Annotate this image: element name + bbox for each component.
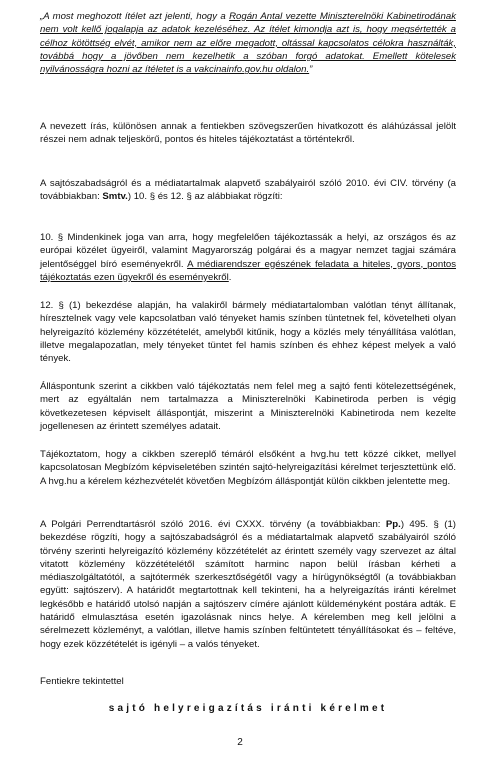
smtv-abbrev: Smtv. [102, 191, 128, 203]
paragraph-section-10 [40, 231, 456, 284]
paragraph-hvg-info: Tájékoztatom, hogy a cikkben szereplő témáról elsőként a hvg.hu tett közzé cikket, mellyel kapcsolatosan Megbízóm képviseletében szintén sajtó-helyreigazítási kérelmet terjesztettünk elő. A hvg.hu a kérelem kézhezvételét követően Megbízóm álláspontját külön cikkben jelentette meg. [40, 449, 456, 487]
pp-text-b: ) 495. § (1) bekezdése rögzíti, hogy a sajtószabadságról és a médiatartalmak alapvető szabályairól szóló törvény szerinti helyreigazító közlemény közzétételét az érintett személy vagy szervezet az által vitatott közlemény közzétételétől számított harminc napon belül írásban kérheti a médiaszolgáltatótól, a sajtótermék szerkesztőségétől vagy a hírügynökségtől (a továbbiakban együtt: sajtószerv). A határidőt megtartottnak kell tekinteni, ha a helyreigazítás iránti kérelmet legkésőbb e határidő utolsó napján a sajtószerv címére ajánlott küldeményként postára adták. E határidő elmulasztása esetén igazolásnak nincs helye. A kérelemben meg kell jelölni a sérelmezett közleményt, a valótlan, illetve hamis színben feltüntetett tényállításokat és – feltéve, hogy ezek közzétételét is igényli – a valós tényeket. [40, 519, 456, 650]
smtv-text-b: ) 10. § és 12. § az alábbiakat rögzíti: [127, 191, 283, 203]
paragraph-section-12: 12. § (1) bekezdése alapján, ha valakiről bármely médiatartalomban valótlan tényt állítanak, híresztelnek vagy vele kapcsolatban való tényeket hamis színben tüntetnek fel, követelheti olyan helyreigazító közlemény közzétételét, amelyből kitűnik, hogy a közlés mely tényállítása valótlan, illetve megalapozatlan, mely tényeket tüntet fel hamis színben és ehhez képest melyek a való tények. [40, 300, 456, 365]
quote-open-mark: „ [40, 11, 44, 22]
smtv-text-a: A sajtószabadságról és a médiatartalmak alapvető szabályairól szóló 2010. évi CIV. törvény (a továbbiakban: [40, 178, 456, 203]
page-number: 2 [237, 737, 243, 748]
pp-abbrev: Pp. [385, 519, 401, 530]
section-10-text: 10. § Mindenkinek joga van arra, hogy megfelelően tájékoztassák a helyi, az országos és az európai közélet ügyeiről, valamint Magyarország polgárai és a magyar nemzet tagjai számára jelentőséggel bíró eseményekről. [40, 232, 456, 270]
section-10-end: . [228, 271, 232, 283]
quote-text-underlined: Rogán Antal vezette Miniszterelnöki Kabinetirodának nem volt kellő jogalapja az adatok kezeléséhez. Az ítélet kimondja azt is, hogy megsértették a célhoz kötöttség elvét, amikor nem az előre megadott, oltással kapcsolatos célokra használták, továbbá hogy a jövőben nem kezelhetik a szóban forgó adatokat. Emellett kötelesek nyilvánosságra hozni az ítéletet is a vakcinainfo.gov.hu oldalon. [40, 11, 456, 76]
paragraph-position: Álláspontunk szerint a cikkben való tájékoztatás nem felel meg a sajtó fenti kötelezettségének, mert az egyáltalán nem tartalmazza a Miniszterelnöki Kabinetiroda perben is végig következetesen képviselt álláspontját, miszerint a Miniszterelnöki Kabinetiroda nem kezelte jogellenesen az érintett személyes adatait. [40, 381, 456, 432]
paragraph-smtv-reference [40, 177, 456, 204]
paragraph-pp-reference [40, 518, 456, 651]
request-title: sajtó helyreigazítás iránti kérelmet [108, 703, 388, 714]
section-10-underlined: A médiarendszer egészének feladata a hiteles, gyors, pontos tájékoztatás ezen ügyekről és eseményekről [40, 258, 456, 283]
paragraph-assessment: A nevezett írás, különösen annak a fentiekben szövegszerűen hivatkozott és aláhúzással jelölt részei nem adnak teljeskörű, pontos és hiteles tájékoztatást a történtekről. [40, 121, 456, 146]
closing-phrase: Fentiekre tekintettel [40, 676, 124, 687]
quote-close-mark: ” [309, 64, 313, 76]
quote-text-plain: A most meghozott ítélet azt jelenti, hogy a [43, 11, 230, 22]
pp-text-a: A Polgári Perrendtartásról szóló 2016. évi CXXX. törvény (a továbbiakban: [40, 519, 386, 530]
quote-paragraph [40, 10, 456, 76]
